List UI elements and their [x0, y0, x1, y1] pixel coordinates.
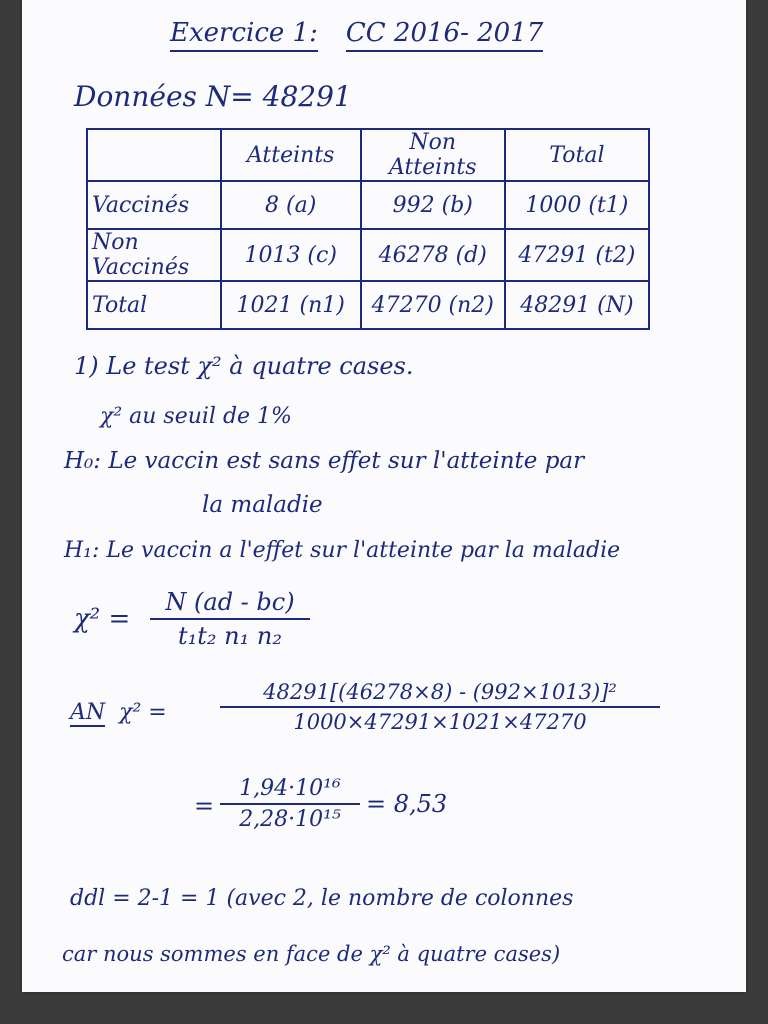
- table-cell: 1021 (n1): [221, 281, 361, 329]
- formula-fraction: [150, 588, 310, 650]
- table-row-header: Vaccinés: [87, 181, 221, 229]
- an-label: AN: [70, 700, 106, 725]
- table-header-cell: [87, 129, 221, 181]
- result-equals: =: [194, 792, 215, 820]
- table-cell: 1000 (t1): [505, 181, 649, 229]
- table-header-cell: Atteints: [221, 129, 361, 181]
- an-lhs: χ² =: [119, 700, 167, 725]
- ddl-line1: ddl = 2-1 = 1 (avec 2, le nombre de colonnes: [70, 886, 574, 911]
- table-cell: 47291 (t2): [505, 229, 649, 281]
- table-row-header: Non Vaccinés: [87, 229, 221, 281]
- an-numerator: 48291[(46278×8) - (992×1013)]²: [220, 680, 660, 708]
- hypothesis-h1: H₁: Le vaccin a l'effet sur l'atteinte par la maladie: [64, 538, 621, 563]
- table-row-header: Total: [87, 281, 221, 329]
- formula-denominator: t₁t₂ n₁ n₂: [178, 622, 282, 650]
- contingency-table: [86, 128, 650, 330]
- hypothesis-h0-line1: H₀: Le vaccin est sans effet sur l'atteinte par: [64, 448, 585, 474]
- table-cell: 46278 (d): [361, 229, 505, 281]
- an-fraction: [220, 680, 660, 734]
- title-cc-year: CC 2016- 2017: [346, 18, 543, 52]
- result-numerator: 1,94·10¹⁶: [220, 776, 360, 805]
- table-cell: 8 (a): [221, 181, 361, 229]
- formula-numerator: N (ad - bc): [150, 588, 310, 620]
- table-cell: 992 (b): [361, 181, 505, 229]
- table-row: [87, 181, 649, 229]
- table-header-row: [87, 129, 649, 181]
- table-cell: 47270 (n2): [361, 281, 505, 329]
- table-cell: 48291 (N): [505, 281, 649, 329]
- table-header-cell: Total: [505, 129, 649, 181]
- table-cell: 1013 (c): [221, 229, 361, 281]
- exercise-title: [170, 18, 543, 48]
- table-row: [87, 229, 649, 281]
- title-exercise: Exercice 1:: [170, 18, 318, 52]
- an-denominator: 1000×47291×1021×47270: [293, 710, 587, 734]
- table-row: [87, 281, 649, 329]
- result-denominator: 2,28·10¹⁵: [239, 807, 341, 832]
- formula-lhs: χ² =: [74, 604, 131, 634]
- question-1: 1) Le test χ² à quatre cases.: [74, 352, 414, 380]
- result-fraction: [220, 776, 360, 832]
- hypothesis-h0-line2: la maladie: [202, 492, 323, 518]
- result-value: = 8,53: [366, 790, 448, 818]
- handwritten-sheet: [22, 0, 746, 992]
- table-header-cell: Non Atteints: [361, 129, 505, 181]
- chi-threshold: χ² au seuil de 1%: [100, 404, 292, 429]
- donnees-line: Données N= 48291: [74, 80, 352, 113]
- numeric-application: [70, 700, 167, 725]
- ddl-line2: car nous sommes en face de χ² à quatre cases): [62, 942, 561, 966]
